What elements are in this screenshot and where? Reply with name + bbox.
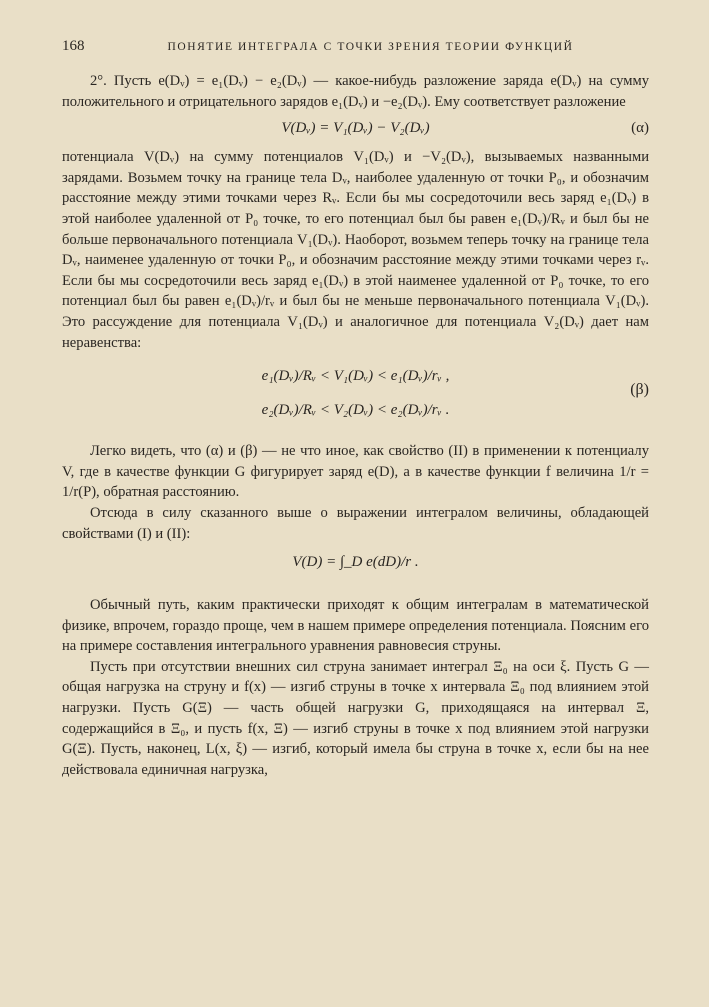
paragraph-3: Легко видеть, что (α) и (β) — не что иное, как свойство (II) в применении к потенциалу V, где в качестве функции G фигурирует заряд e(D), а в качестве функции f величина 1/r = 1/r(P), обратная расстоянию. bbox=[62, 443, 649, 501]
equation-beta bbox=[62, 359, 649, 427]
page-header bbox=[62, 38, 649, 55]
paragraph-6: Пусть при отсутствии внешних сил струна занимает интеграл Ξ₀ на оси ξ. Пусть G — общая нагрузка на струну и f(x) — изгиб струны в точке x интервала Ξ₀ под влиянием этой нагрузки. Пусть G(Ξ) — часть общей нагрузки G, приходящаяся на интервал Ξ, содержащийся в Ξ₀, и пусть f(x, Ξ) — изгиб струны в точке x под влиянием этой нагрузки G(Ξ). Пусть, наконец, L(x, ξ) — изгиб, который имела бы струна в точке x, если бы на нее действовала единичная нагрузка, bbox=[62, 658, 649, 778]
equation-beta-tag: (β) bbox=[630, 381, 649, 399]
paragraph-5: Обычный путь, каким практически приходят к общим интегралам в математической физике, впрочем, гораздо проще, чем в нашем примере определения потенциала. Поясним его на примере составления интегрального уравнения равновесия струны. bbox=[62, 597, 649, 655]
equation-alpha-body: V(Dᵥ) = V₁(Dᵥ) − V₂(Dᵥ) bbox=[281, 120, 430, 137]
paragraph-2: потенциала V(Dᵥ) на сумму потенциалов V₁(Dᵥ) и −V₂(Dᵥ), вызываемых названными зарядами. Возьмем точку на границе тела Dᵥ, наиболее удаленную от точки P₀, и обозначим расстояние между этими точками через Rᵥ. Если бы мы сосредоточили весь заряд e₁(Dᵥ) в этой наиболее удаленной от P₀ точке, то его потенциал был бы равен e₁(Dᵥ)/Rᵥ и был бы не больше первоначального потенциала V₁(Dᵥ). Наоборот, возьмем теперь точку на границе тела Dᵥ, наименее удаленную от точки P₀, и обозначим расстояние между этими точками через rᵥ. Если бы мы сосредоточили весь заряд e₁(Dᵥ) в этой наименее удаленной от P₀ точке, то его потенциал был бы равен e₁(Dᵥ)/rᵥ и был бы не меньше первоначального потенциала V₁(Dᵥ). Это рассуждение для потенциала V₁(Dᵥ) и аналогичное для потенциала V₂(Dᵥ) дает нам неравенства: bbox=[62, 149, 649, 351]
equation-alpha-tag: (α) bbox=[631, 120, 649, 137]
page-number: 168 bbox=[62, 38, 85, 54]
paragraph-4: Отсюда в силу сказанного выше о выражении интегралом величины, обладающей свойствами (I) и (II): bbox=[62, 504, 649, 542]
running-head: ПОНЯТИЕ ИНТЕГРАЛА С ТОЧКИ ЗРЕНИЯ ТЕОРИИ ФУНКЦИЙ bbox=[167, 41, 574, 53]
inequality-2: e₂(Dᵥ)/Rᵥ < V₂(Dᵥ) < e₂(Dᵥ)/rᵥ . bbox=[261, 402, 450, 419]
inequality-1: e₁(Dᵥ)/Rᵥ < V₁(Dᵥ) < e₁(Dᵥ)/rᵥ , bbox=[261, 368, 450, 385]
equation-alpha bbox=[62, 120, 649, 137]
equation-integral: V(D) = ∫_D e(dD)/r . bbox=[292, 554, 419, 571]
paragraph-1: 2°. Пусть e(Dᵥ) = e₁(Dᵥ) − e₂(Dᵥ) — какое-нибудь разложение заряда e(Dᵥ) на сумму положительного и отрицательного зарядов e₁(Dᵥ) и −e₂(Dᵥ). Ему соответствует разложение bbox=[62, 73, 649, 110]
